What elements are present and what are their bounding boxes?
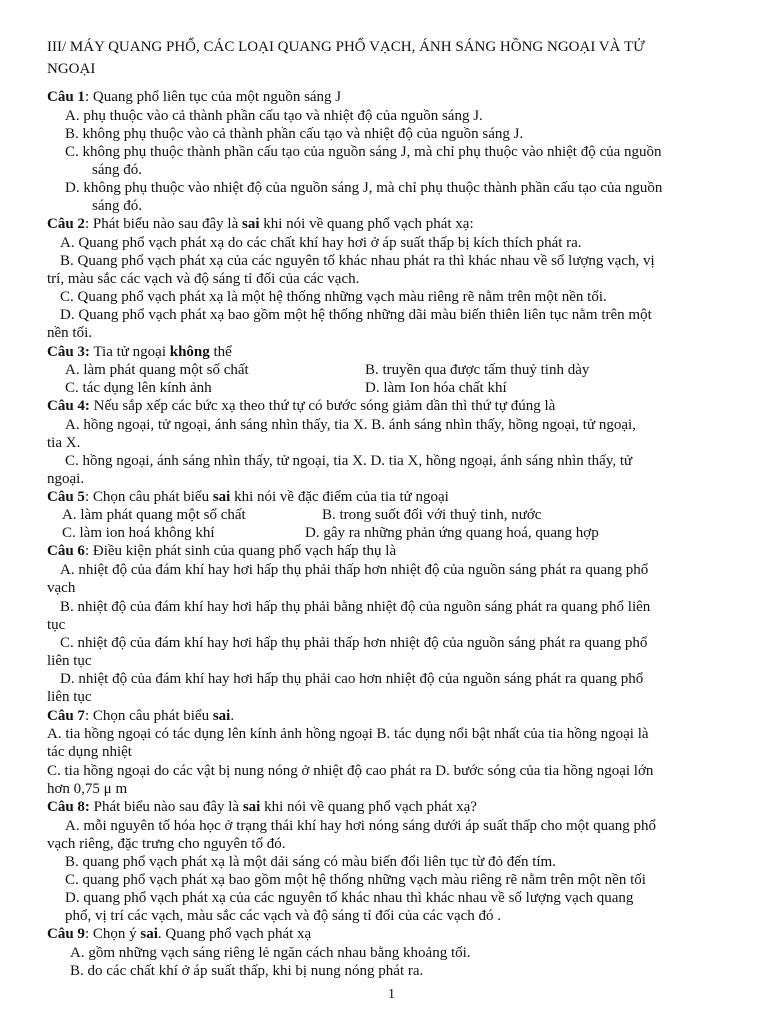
question-5-label: Câu 5 (47, 489, 85, 505)
q7-options-cd: C. tia hồng ngoại do các vật bị nung nóng ở nhiệt độ cao phát ra D. bước sóng của tia hồng ngoại lớn (47, 763, 654, 779)
q7-options-ab-cont: tác dụng nhiệt (47, 744, 132, 760)
q1-option-c: C. không phụ thuộc thành phần cấu tạo của nguồn sáng J, mà chỉ phụ thuộc vào nhiệt độ của nguồn (65, 144, 662, 160)
q1-option-b: B. không phụ thuộc vào cả thành phần cấu tạo và nhiệt độ của nguồn sáng J. (65, 126, 524, 142)
q4-options-ab-cont: tia X. (47, 435, 81, 451)
q6-option-d: D. nhiệt độ của đám khí hay hơi hấp thụ phải cao hơn nhiệt độ của nguồn sáng phát ra quang phổ (60, 671, 644, 687)
q5-option-c: C. làm ion hoá không khí (62, 525, 215, 541)
q2-option-b-cont: trí, màu sắc các vạch và độ sáng tỉ đối của các vạch. (47, 271, 360, 287)
question-3-text-pre: Tia tử ngoại (89, 344, 170, 360)
q8-option-c: C. quang phổ vạch phát xạ bao gồm một hệ thống những vạch màu riêng rẽ nằm trên một nền tối (65, 872, 646, 888)
q2-option-d-cont: nền tối. (47, 325, 92, 341)
question-4-stem (47, 397, 555, 416)
question-6-label: Câu 6 (47, 543, 85, 559)
q1-option-d-cont: sáng đó. (92, 198, 142, 214)
q1-option-c-cont: sáng đó. (92, 162, 142, 178)
question-7-label: Câu 7 (47, 708, 85, 724)
question-7-stem (47, 707, 234, 726)
q6-option-b: B. nhiệt độ của đám khí hay hơi hấp thụ phải bằng nhiệt độ của nguồn sáng phát ra quang phổ liên (60, 599, 651, 615)
question-5-text-bold: sai (212, 489, 231, 505)
question-9-text-post: . Quang phổ vạch phát xạ (157, 926, 312, 942)
q2-option-c: C. Quang phổ vạch phát xạ là một hệ thống những vạch màu riêng rẽ nằm trên một nền tối. (60, 289, 607, 305)
q6-option-a-cont: vạch (47, 580, 76, 596)
q1-option-d: D. không phụ thuộc vào nhiệt độ của nguồn sáng J, mà chỉ phụ thuộc thành phần cấu tạo của nguồn (65, 180, 663, 196)
q2-option-b: B. Quang phổ vạch phát xạ của các nguyên tố khác nhau phát ra thì khác nhau về số lượng vạch, vị (60, 253, 655, 269)
question-8-label: Câu 8: (47, 799, 90, 815)
q1-option-a: A. phụ thuộc vào cả thành phần cấu tạo và nhiệt độ của nguồn sáng J. (65, 108, 483, 124)
question-1-text: : Quang phổ liên tục của một nguồn sáng J (84, 89, 342, 105)
q6-option-c: C. nhiệt độ của đám khí hay hơi hấp thụ phải thấp hơn nhiệt độ của nguồn sáng phát ra quang phổ (60, 635, 648, 651)
question-9-label: Câu 9 (47, 926, 85, 942)
question-2-text-pre: : Phát biểu nào sau đây là (84, 216, 242, 232)
q8-option-a: A. mỗi nguyên tố hóa học ở trạng thái khí hay hơi nóng sáng dưới áp suất thấp cho một quang phổ (65, 818, 656, 834)
q6-option-d-cont: liên tục (47, 689, 92, 705)
question-2-stem (47, 215, 474, 234)
q2-option-d: D. Quang phổ vạch phát xạ bao gồm một hệ thống những dãi màu biến thiên liên tục nằm trên một (60, 307, 652, 323)
question-9-stem (47, 925, 311, 944)
q5-option-a: A. làm phát quang một số chất (62, 507, 246, 523)
question-5-text-post: khi nói về đặc điểm của tia tử ngoại (230, 489, 449, 505)
q7-options-ab: A. tia hồng ngoại có tác dụng lên kính ảnh hồng ngoại B. tác dụng nổi bật nhất của tia hồng ngoại là (47, 726, 649, 742)
section-title-line-2: NGOẠI (47, 61, 96, 77)
question-2-text-post: khi nói về quang phổ vạch phát xạ: (259, 216, 474, 232)
question-8-text-post: khi nói về quang phổ vạch phát xạ? (260, 799, 477, 815)
question-7-text-pre: : Chọn câu phát biểu (84, 708, 213, 724)
question-3-text-post: thể (209, 344, 232, 360)
question-4-text: Nếu sắp xếp các bức xạ theo thứ tự có bước sóng giảm dần thì thứ tự đúng là (89, 398, 556, 414)
q7-options-cd-cont: hơn 0,75 μ m (47, 781, 128, 797)
question-8-text-bold: sai (242, 799, 261, 815)
q5-option-d: D. gây ra những phản ứng quang hoá, quang hợp (305, 525, 599, 541)
q3-option-c: C. tác dụng lên kính ảnh (65, 380, 212, 396)
q6-option-a: A. nhiệt độ của đám khí hay hơi hấp thụ phải thấp hơn nhiệt độ của nguồn sáng phát ra quang phổ (60, 562, 649, 578)
question-2-text-bold: sai (241, 216, 260, 232)
section-title-line-1: III/ MÁY QUANG PHỔ, CÁC LOẠI QUANG PHỔ VẠCH, ÁNH SÁNG HỒNG NGOẠI VÀ TỬ (47, 39, 645, 55)
question-7-text-bold: sai (212, 708, 231, 724)
q4-options-cd-cont: ngoại. (47, 471, 85, 487)
question-9-text-pre: : Chọn ý (84, 926, 141, 942)
question-8-stem (47, 798, 477, 817)
question-2-label: Câu 2 (47, 216, 85, 232)
question-1-stem (47, 88, 341, 107)
question-5-stem (47, 488, 449, 507)
question-3-stem (47, 343, 232, 362)
question-1-label: Câu 1 (47, 89, 85, 105)
question-8-text-pre: Phát biểu nào sau đây là (89, 799, 243, 815)
question-3-label: Câu 3: (47, 344, 90, 360)
question-4-label: Câu 4: (47, 398, 90, 414)
q3-option-d: D. làm Ion hóa chất khí (365, 380, 507, 396)
question-9-text-bold: sai (140, 926, 158, 942)
q9-option-b: B. do các chất khí ở áp suất thấp, khi bị nung nóng phát ra. (70, 963, 424, 979)
q5-option-b: B. trong suốt đối với thuỷ tinh, nước (322, 507, 542, 523)
q4-options-cd: C. hồng ngoại, ánh sáng nhìn thấy, tử ngoại, tia X. D. tia X, hồng ngoại, ánh sáng nhìn thấy, tử (65, 453, 633, 469)
q9-option-a: A. gồm những vạch sáng riêng lẻ ngăn cách nhau bằng khoảng tối. (70, 945, 471, 961)
q6-option-c-cont: liên tục (47, 653, 92, 669)
question-6-stem (47, 542, 396, 561)
q4-options-ab: A. hồng ngoại, tử ngoại, ánh sáng nhìn thấy, tia X. B. ánh sáng nhìn thấy, hồng ngoại, tử ngoại, (65, 417, 636, 433)
q3-option-a: A. làm phát quang một số chất (65, 362, 249, 378)
question-5-text-pre: : Chọn câu phát biểu (84, 489, 213, 505)
q8-option-d-cont: phổ, vị trí các vạch, màu sắc các vạch và độ sáng tỉ đối của các vạch đó . (65, 908, 502, 924)
page-number: 1 (388, 987, 395, 1002)
question-6-text: : Điều kiện phát sinh của quang phổ vạch hấp thụ là (84, 543, 397, 559)
q8-option-b: B. quang phổ vạch phát xạ là một dải sáng có màu biến đổi liên tục từ đỏ đến tím. (65, 854, 556, 870)
q8-option-d: D. quang phổ vạch phát xạ của các nguyên tố khác nhau thì khác nhau về số lượng vạch quang (65, 890, 634, 906)
q3-option-b: B. truyền qua được tấm thuỷ tinh dày (365, 362, 590, 378)
question-3-text-bold: không (169, 344, 210, 360)
q8-option-a-cont: vạch riêng, đặc trưng cho nguyên tố đó. (47, 836, 286, 852)
q6-option-b-cont: tục (47, 617, 66, 633)
question-7-text-post: . (230, 708, 235, 724)
q2-option-a: A. Quang phổ vạch phát xạ do các chất khí hay hơi ở áp suất thấp bị kích thích phát ra. (60, 235, 582, 251)
